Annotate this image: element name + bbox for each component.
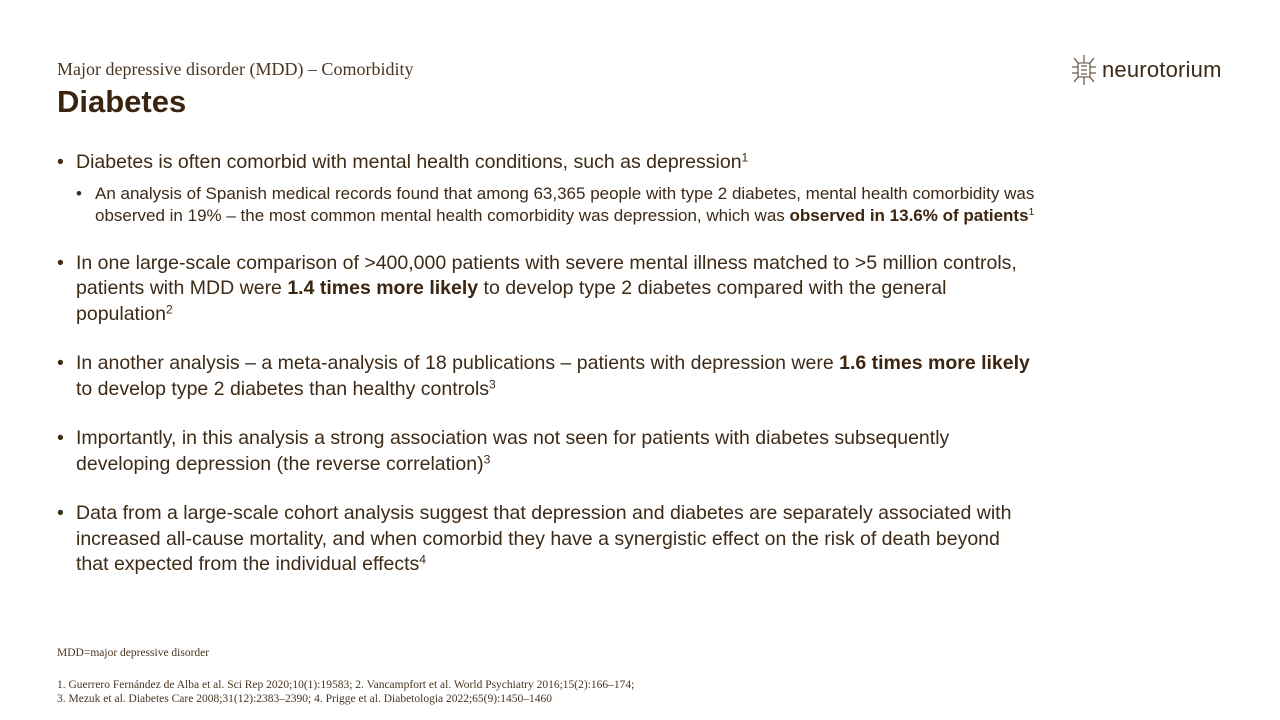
bullet-3-pre: In another analysis – a meta-analysis of 18 publications – patients with depression were [76,352,840,374]
bullet-1-sub-text: An analysis of Spanish medical records found that among 63,365 people with type 2 diabetes, mental health comorbidity was observed in 19% – the most common mental health comorbidity was depression, which was [95,183,1035,225]
bullet-2-post: to develop type 2 diabetes compared with the general population [76,277,947,325]
bullet-5-text: Data from a large-scale cohort analysis suggest that depression and diabetes are separately associated with increased all-cause mortality, and when comorbid they have a synergistic effect on the risk of death beyond that expected from the individual effects [76,502,1012,575]
footer-references [57,678,634,706]
bullet-2-ref: 2 [166,301,173,316]
footer-abbreviation: MDD=major depressive disorder [57,647,210,659]
bullet-4-text: Importantly, in this analysis a strong association was not seen for patients with diabetes subsequently developing depression (the reverse correlation) [76,427,950,475]
bullet-2 [57,251,1037,328]
bullet-3-bold: 1.6 times more likely [839,352,1030,374]
slide-subtitle: Major depressive disorder (MDD) – Comorbidity [57,59,414,79]
slide-title: Diabetes [57,84,187,119]
bullet-1-ref: 1 [741,150,749,165]
bullet-4-ref: 3 [483,451,491,466]
logo-text: neurotorium [1102,57,1222,82]
bullet-5 [57,501,1037,578]
bullet-1 [57,150,1037,176]
bullet-5-ref: 4 [419,552,426,567]
bullet-2-pre: In one large-scale comparison of >400,000 patients with severe mental illness matched to >5 million controls, patients with MDD were [76,251,1017,299]
bullet-3-ref: 3 [489,376,496,391]
bullet-1-sub [76,183,1037,227]
bullet-1-sub-bold: observed in 13.6% of patients [789,205,1029,225]
reference-line-2: 3. Mezuk et al. Diabetes Care 2008;31(12):2383–2390; 4. Prigge et al. Diabetologia 2022;65(9):1450–1460 [57,693,553,705]
reference-line-1: 1. Guerrero Fernández de Alba et al. Sci Rep 2020;10(1):19583; 2. Vancampfort et al. World Psychiatry 2016;15(2):166–174; [57,679,635,691]
bullet-2-bold: 1.4 times more likely [287,277,479,299]
neurotorium-logo [1071,54,1222,86]
bullet-1-text: Diabetes is often comorbid with mental health conditions, such as depression [76,151,742,173]
bullet-list [57,150,1037,578]
bullet-4 [57,426,1037,477]
bullet-3 [57,351,1037,402]
bullet-1-sub-ref: 1 [1028,205,1035,218]
bullet-3-post: to develop type 2 diabetes than healthy controls [76,377,490,400]
neuron-icon [1071,54,1097,86]
